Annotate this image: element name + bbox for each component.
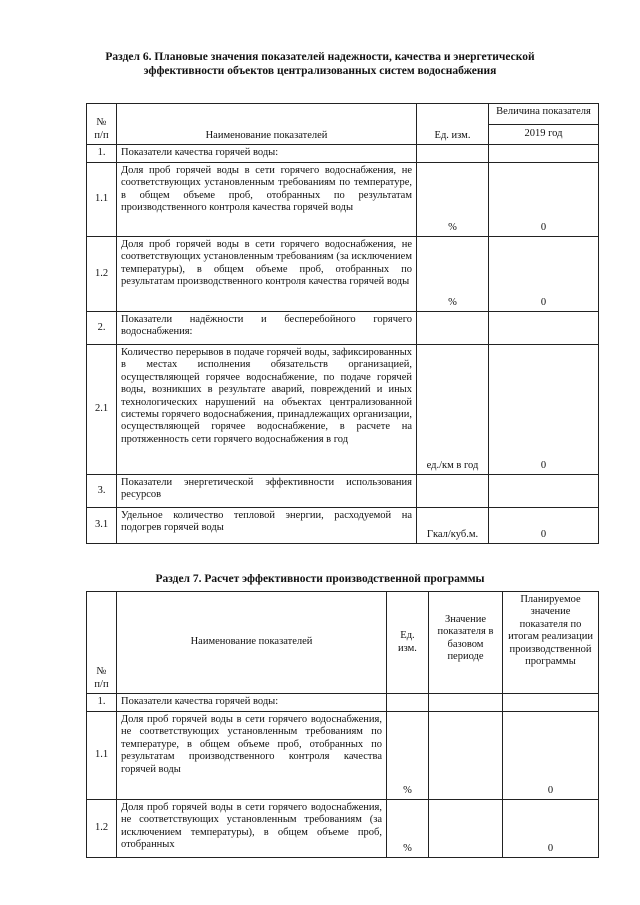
s7-header-unit: Ед. изм. bbox=[387, 592, 429, 694]
s7-header-planned: Планируемое значение показателя по итогам реализации производственной программы bbox=[503, 592, 599, 694]
s6-header-value-group: Величина показателя bbox=[489, 104, 599, 125]
table-row: 3.1 Удельное количество тепловой энергии, расходуемой на подогрев горячей воды Гкал/куб.м. 0 bbox=[87, 508, 599, 544]
section6-table bbox=[86, 103, 599, 544]
table-row: 1.2 Доля проб горячей воды в сети горячего водоснабжения, не соответствующих установленным требованиям (за исключением температуры), в общем объеме проб, отобранных % 0 bbox=[87, 800, 599, 858]
section7-table bbox=[86, 591, 599, 858]
table-row: 1. Показатели качества горячей воды: bbox=[87, 694, 599, 712]
table-row: 1.1 Доля проб горячей воды в сети горячего водоснабжения, не соответствующих установленным требованиям по температуре, в общем объеме проб, отобранных по результатам производственного контроля качества горячей воды % 0 bbox=[87, 163, 599, 237]
table-row: 3. Показатели энергетической эффективности использования ресурсов bbox=[87, 475, 599, 508]
table-row: 2. Показатели надёжности и бесперебойного горячего водоснабжения: bbox=[87, 312, 599, 345]
s6-header-unit: Ед. изм. bbox=[417, 104, 489, 145]
s7-header-num: № п/п bbox=[87, 592, 117, 694]
s6-header-name: Наименование показателей bbox=[117, 104, 417, 145]
section7-title: Раздел 7. Расчет эффективности производственной программы bbox=[155, 573, 485, 585]
section6-title-line1: Раздел 6. Плановые значения показателей надежности, качества и энергетической bbox=[105, 51, 535, 63]
s7-header-name: Наименование показателей bbox=[117, 592, 387, 694]
table-row: 1. Показатели качества горячей воды: bbox=[87, 145, 599, 163]
s6-header-num: № п/п bbox=[87, 104, 117, 145]
s7-header-base: Значение показателя в базовом периоде bbox=[429, 592, 503, 694]
section6-title bbox=[0, 50, 640, 78]
table-row: 2.1 Количество перерывов в подаче горячей воды, зафиксированных в местах исполнения обязательств организацией, осуществляющей горячее водоснабжение, по подаче горячей воды, возникших в результате аварий, повреждений и иных технологических нарушений на объектах централизованной системы горячего водоснабжения, принадлежащих организации, осуществляющей горячее водоснабжение, в расчете на протяженность сети горячего водоснабжения в год ед./км в год 0 bbox=[87, 345, 599, 475]
s6-header-year: 2019 год bbox=[489, 125, 599, 145]
table-row: 1.1 Доля проб горячей воды в сети горячего водоснабжения, не соответствующих установленным требованиям по температуре, в общем объеме проб, отобранных по результатам производственного контроля качества горячей воды % 0 bbox=[87, 712, 599, 800]
table-row: 1.2 Доля проб горячей воды в сети горячего водоснабжения, не соответствующих установленным требованиям (за исключением температуры), в общем объеме проб, отобранных по результатам производственного контроля качества горячей воды % 0 bbox=[87, 237, 599, 312]
section6-title-line2: эффективности объектов централизованных систем водоснабжения bbox=[143, 65, 497, 77]
